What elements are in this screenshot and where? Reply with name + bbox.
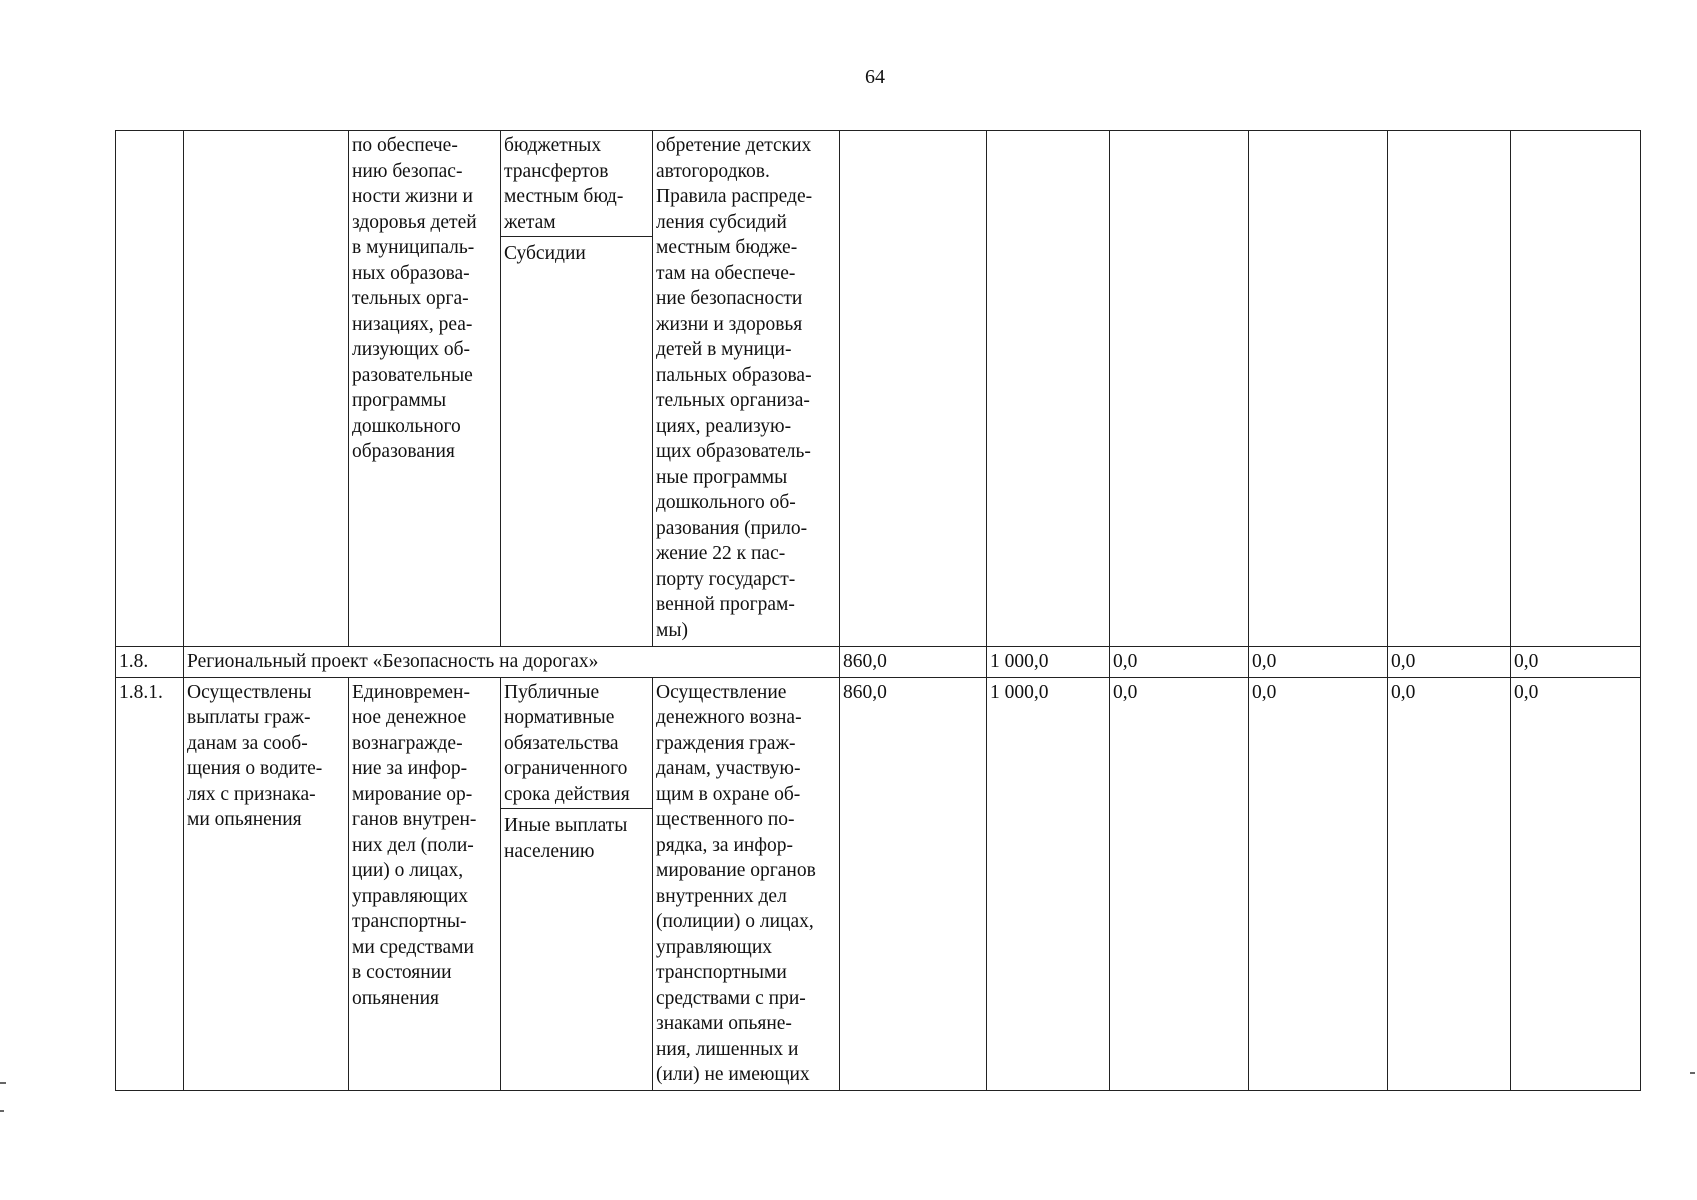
cell-value: 860,0 [840,647,987,678]
cell-line: автогородков. [656,160,770,182]
cell-expense-type [501,677,653,1090]
cell-line: ганов внутрен- [352,809,477,830]
cell-line: здоровья детей [352,211,477,233]
cell-line: транспортными [656,962,787,983]
expense-type-top [501,131,652,237]
cell-line: жетам [504,211,556,233]
cell-line: трансфертов [504,160,609,182]
cell-line: нию безопас- [352,160,463,182]
cell-value: 0,0 [1249,677,1388,1090]
cell-line: порту государст- [656,568,796,590]
cell-value [1511,131,1641,647]
cell-line: транспортны- [352,911,467,932]
cell-line: разовательные [352,364,473,386]
cell-line: ми средствами [352,936,474,958]
cell-line: местным бюд- [504,186,624,207]
measure-text [352,680,498,1012]
cell-line: Иные выплаты [504,815,628,836]
cell-value: 0,0 [1110,647,1249,678]
cell-line: управляющих [352,885,469,907]
measure-text [352,133,498,465]
cell-value: 0,0 [1511,647,1641,678]
cell-line: них дел (поли- [352,834,474,856]
table-row-1-8-1 [116,677,1641,1090]
cell-value: 0,0 [1511,677,1641,1090]
cell-line: Субсидии [504,243,586,264]
cell-line: ции) о лицах, [352,860,464,881]
cell-line: дошкольного [352,415,461,437]
cell-line: ных образова- [352,262,470,284]
scan-mark [0,1110,4,1112]
cell-value: 1 000,0 [987,677,1110,1090]
cell-line: Правила распреде- [656,186,813,207]
cell-line: знаками опьяне- [656,1013,792,1034]
cell-line: граждения граж- [656,732,796,754]
cell-line: данам, участвую- [656,758,801,779]
cell-value [840,131,987,647]
cell-description [653,131,840,647]
cell-line: (полиции) о лицах, [656,911,814,932]
cell-line: программы [352,390,447,411]
cell-number: 1.8. [116,647,184,678]
cell-line: населению [504,840,595,862]
scan-mark [1690,1072,1695,1074]
cell-value: 1 000,0 [987,647,1110,678]
cell-number: 1.8.1. [116,677,184,1090]
cell-line: мы) [656,619,688,641]
cell-expense-type [501,131,653,647]
cell-line: опьянения [352,987,439,1009]
page-number: 64 [865,66,885,88]
cell-line: ние безопасности [656,288,803,309]
cell-line: внутренних дел [656,885,787,907]
table-row-1-8 [116,647,1641,678]
cell-line: дошкольного об- [656,492,796,513]
cell-line: щественного по- [656,809,795,830]
cell-line: образования [352,441,455,462]
cell-line: ние за инфор- [352,758,468,779]
cell-line: ности жизни и [352,186,473,207]
cell-line: вознагражде- [352,732,463,754]
cell-line: местным бюдже- [656,237,798,258]
cell-line: средствами с при- [656,987,806,1009]
cell-value [1110,131,1249,647]
cell-line: нормативные [504,707,615,728]
expense-type-bottom [501,237,652,269]
description-text [656,680,837,1088]
cell-value: 0,0 [1110,677,1249,1090]
cell-line: бюджетных [504,135,602,156]
cell-line: выплаты граж- [187,707,311,728]
cell-line: щим в охране об- [656,783,801,805]
cell-line: управляющих [656,936,773,958]
expense-type-top [501,678,652,810]
cell-value: 0,0 [1388,647,1511,678]
cell-line: ления субсидий [656,211,787,233]
cell-line: ное денежное [352,707,467,728]
cell-line: рядка, за инфор- [656,834,793,856]
cell-line: лях с признака- [187,783,316,805]
cell-value [987,131,1110,647]
cell-value: 0,0 [1249,647,1388,678]
cell-line: Осуществление [656,681,787,703]
cell-line: венной програм- [656,594,795,615]
cell-line: пальных образова- [656,364,812,386]
cell-line: лизующих об- [352,339,471,360]
cell-line: тельных организа- [656,390,810,411]
cell-line: детей в муници- [656,339,792,360]
cell-line: в муниципаль- [352,237,475,258]
cell-line: ные программы [656,466,788,488]
cell-line: Осуществлены [187,681,312,703]
cell-line: данам за сооб- [187,732,308,754]
cell-measure [349,131,501,647]
cell-result [184,677,349,1090]
cell-line: по обеспече- [352,135,458,156]
cell-line: мирование ор- [352,783,473,805]
cell-line: мирование органов [656,860,816,881]
cell-line: Единовремен- [352,681,470,703]
cell-result [184,131,349,647]
cell-measure [349,677,501,1090]
cell-project-title: Региональный проект «Безопасность на дорогах» [184,647,840,678]
cell-value [1249,131,1388,647]
cell-line: ограниченного [504,758,628,779]
cell-line: срока действия [504,783,630,805]
cell-line: ния, лишенных и [656,1038,799,1060]
cell-line: щих образователь- [656,441,811,462]
cell-line: циях, реализую- [656,415,792,437]
cell-line: тельных орга- [352,288,469,309]
cell-line: (или) не имеющих [656,1064,810,1085]
cell-line: ми опьянения [187,809,302,830]
cell-value: 860,0 [840,677,987,1090]
cell-line: низациях, реа- [352,313,473,335]
cell-line: там на обеспече- [656,262,796,284]
cell-description [653,677,840,1090]
cell-number [116,131,184,647]
cell-value: 0,0 [1388,677,1511,1090]
budget-table [115,130,1641,1091]
cell-line: обязательства [504,732,619,754]
cell-line: щения о водите- [187,758,323,779]
cell-line: Публичные [504,681,600,703]
expense-type-bottom [501,809,652,866]
scan-mark [0,1082,6,1084]
cell-line: в состоянии [352,962,452,983]
cell-value [1388,131,1511,647]
cell-line: денежного возна- [656,707,802,728]
description-text [656,133,837,643]
table-row-continuation [116,131,1641,647]
cell-line: разования (прило- [656,517,808,539]
cell-line: обретение детских [656,135,812,156]
cell-line: жизни и здоровья [656,313,803,335]
result-text [187,680,346,833]
cell-line: жение 22 к пас- [656,543,786,564]
